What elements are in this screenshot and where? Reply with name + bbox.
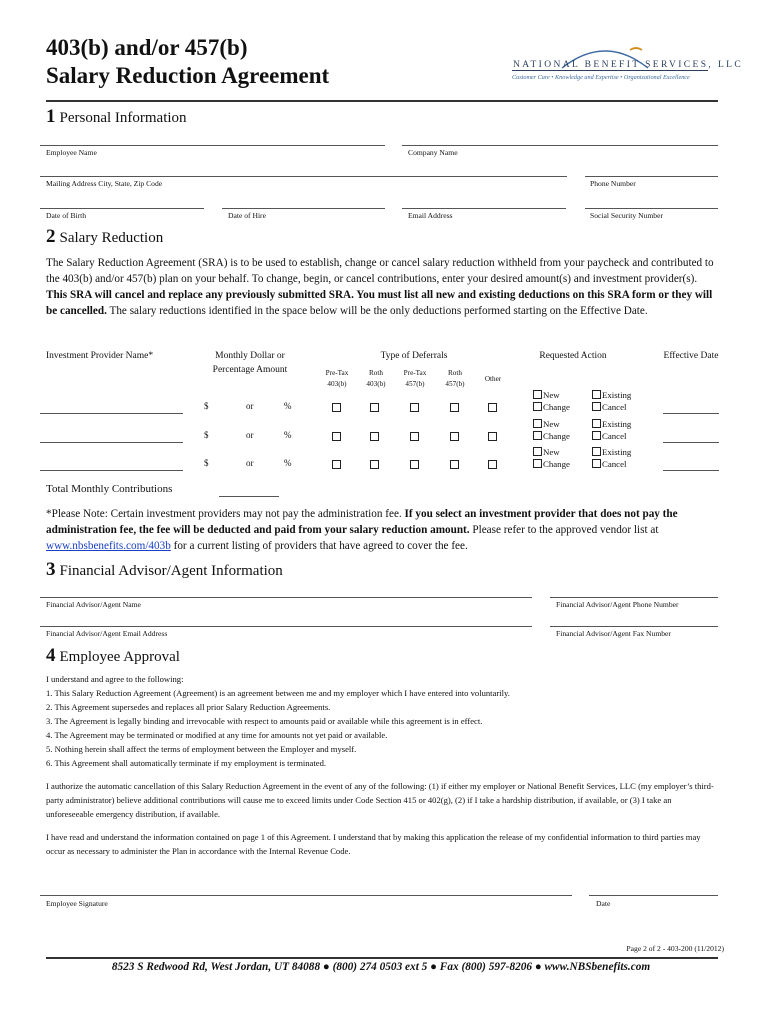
col-type-of-deferrals: Type of Deferrals bbox=[380, 351, 448, 361]
form-title-line2: Salary Reduction Agreement bbox=[46, 63, 330, 88]
action-existing-option[interactable]: Existing bbox=[592, 447, 631, 457]
phone-number-label: Phone Number bbox=[590, 179, 636, 188]
col-roth-457b: Roth 457(b) bbox=[445, 369, 465, 388]
action-change-option[interactable]: Change bbox=[533, 459, 570, 469]
note-mid-text: Please refer to the approved vendor list at bbox=[469, 524, 659, 536]
action-change-option[interactable]: Change bbox=[533, 402, 570, 412]
email-address-field[interactable] bbox=[402, 208, 566, 209]
deferral-type-checkbox[interactable] bbox=[488, 432, 497, 441]
intro-text: The Salary Reduction Agreement (SRA) is to be used to establish, change or cancel salary reduction withheld from your paycheck and contributed to the 403(b) and/or 457(b) plan on your behalf. To change, begin, or cancel contributions, enter your desired amount(s) and investment provider(s). bbox=[46, 257, 714, 285]
advisor-fax-label: Financial Advisor/Agent Fax Number bbox=[556, 629, 671, 638]
effective-date-field[interactable] bbox=[663, 413, 719, 414]
logo-tagline: Customer Care • Knowledge and Expertise • Organizational Excellence bbox=[512, 74, 690, 81]
col-investment-provider: Investment Provider Name* bbox=[46, 351, 154, 361]
provider-name-field[interactable] bbox=[40, 470, 183, 471]
ssn-field[interactable] bbox=[585, 208, 718, 209]
section3-heading bbox=[46, 559, 283, 581]
col-other: Other bbox=[484, 375, 502, 383]
section4-heading bbox=[46, 645, 180, 667]
action-cancel-option[interactable]: Cancel bbox=[592, 431, 626, 441]
deferral-type-checkbox[interactable] bbox=[332, 403, 341, 412]
section2-number: 2 bbox=[46, 226, 56, 247]
approval-item: 4. The Agreement may be terminated or modified at any time for amounts not yet paid or available. bbox=[46, 730, 388, 740]
section1-heading bbox=[46, 106, 187, 128]
col-pretax-457b: Pre-Tax 457(b) bbox=[403, 369, 427, 388]
action-existing-checkbox[interactable] bbox=[592, 447, 601, 456]
page-info: Page 2 of 2 - 403-200 (11/2012) bbox=[626, 944, 724, 953]
salary-reduction-intro bbox=[46, 255, 716, 319]
provider-name-field[interactable] bbox=[40, 442, 183, 443]
effective-date-field[interactable] bbox=[663, 442, 719, 443]
action-existing-checkbox[interactable] bbox=[592, 419, 601, 428]
authorization-paragraph: I authorize the automatic cancellation of this Salary Reduction Agreement in the event of any of the following: (1) if either my employer or National Benefit Services, LLC (my employer’s third-party administrator) believe additional contributions will cause me to exceed limits under Code Section 415 or 402(g), (2) if I take a hardship distribution, if available, or (3) I take an unforeseeable emergency distribution, if available. bbox=[46, 781, 714, 819]
section3-number: 3 bbox=[46, 559, 56, 580]
section4-title: Employee Approval bbox=[59, 649, 180, 665]
section1-number: 1 bbox=[46, 106, 56, 127]
date-of-birth-label: Date of Birth bbox=[46, 211, 87, 220]
percent-sign: % bbox=[284, 430, 292, 440]
company-name-field[interactable] bbox=[402, 145, 718, 146]
percent-sign: % bbox=[284, 458, 292, 468]
note-bold-text: If you select an investment provider that does not pay the administration fee, the fee will be deducted and paid from your salary reduction amount. bbox=[46, 508, 678, 536]
deferral-type-checkbox[interactable] bbox=[370, 432, 379, 441]
employee-name-field[interactable] bbox=[40, 145, 385, 146]
action-cancel-checkbox[interactable] bbox=[592, 402, 601, 411]
action-existing-option[interactable]: Existing bbox=[592, 419, 631, 429]
deferral-type-checkbox[interactable] bbox=[410, 432, 419, 441]
employee-signature-label: Employee Signature bbox=[46, 899, 108, 908]
deferral-type-checkbox[interactable] bbox=[488, 460, 497, 469]
section4-number: 4 bbox=[46, 645, 56, 666]
deferral-type-checkbox[interactable] bbox=[450, 460, 459, 469]
approval-item: 5. Nothing herein shall affect the terms of employment between the Employer and myself. bbox=[46, 744, 357, 754]
note-text: *Please Note: Certain investment providers may not pay the administration fee. bbox=[46, 508, 405, 520]
footer-rule bbox=[46, 957, 718, 959]
effective-date-field[interactable] bbox=[663, 470, 719, 471]
date-of-hire-label: Date of Hire bbox=[228, 211, 266, 220]
note-end-text: for a current listing of providers that have agreed to cover the fee. bbox=[170, 540, 468, 552]
col-roth-403b: Roth 403(b) bbox=[366, 369, 386, 388]
approval-terms bbox=[46, 672, 716, 770]
section2-heading bbox=[46, 226, 163, 248]
advisor-email-field[interactable] bbox=[40, 626, 532, 627]
action-change-checkbox[interactable] bbox=[533, 402, 542, 411]
deferral-type-checkbox[interactable] bbox=[370, 460, 379, 469]
action-new-option[interactable]: New bbox=[533, 419, 560, 429]
date-of-birth-field[interactable] bbox=[40, 208, 204, 209]
deferral-type-checkbox[interactable] bbox=[450, 403, 459, 412]
logo-divider bbox=[512, 70, 708, 71]
advisor-email-label: Financial Advisor/Agent Email Address bbox=[46, 629, 168, 638]
acknowledgement-paragraph: I have read and understand the information contained on page 1 of this Agreement. I understand that by making this application the release of my confidential information to third parties may occur as necessary to administer the Plan in accordance with the Internal Revenue Code. bbox=[46, 832, 701, 856]
footer-contact: 8523 S Redwood Rd, West Jordan, UT 84088 ● (800) 274 0503 ext 5 ● Fax (800) 597-8206 ● www.NBSbenefits.com bbox=[111, 961, 651, 973]
deferral-type-checkbox[interactable] bbox=[450, 432, 459, 441]
col-monthly-amount: Monthly Dollar or Percentage Amount bbox=[212, 351, 288, 375]
section1-title: Personal Information bbox=[59, 110, 187, 126]
action-new-checkbox[interactable] bbox=[533, 390, 542, 399]
or-text: or bbox=[246, 430, 254, 440]
action-new-option[interactable]: New bbox=[533, 447, 560, 457]
or-text: or bbox=[246, 401, 254, 411]
logo-company-name: NATIONAL BENEFIT SERVICES, LLC bbox=[513, 60, 744, 70]
section2-title: Salary Reduction bbox=[59, 230, 164, 246]
header-rule bbox=[46, 100, 718, 102]
approval-item: 1. This Salary Reduction Agreement (Agreement) is an agreement between me and my employer which I have entered into voluntarily. bbox=[46, 688, 510, 698]
action-existing-checkbox[interactable] bbox=[592, 390, 601, 399]
action-new-option[interactable]: New bbox=[533, 390, 560, 400]
total-monthly-label: Total Monthly Contributions bbox=[46, 483, 173, 495]
action-new-checkbox[interactable] bbox=[533, 447, 542, 456]
phone-number-field[interactable] bbox=[585, 176, 718, 177]
percent-sign: % bbox=[284, 401, 292, 411]
email-address-label: Email Address bbox=[408, 211, 453, 220]
deferral-type-checkbox[interactable] bbox=[410, 460, 419, 469]
advisor-fax-field[interactable] bbox=[550, 626, 718, 627]
approval-item: 2. This Agreement supersedes and replaces all prior Salary Reduction Agreements. bbox=[46, 702, 331, 712]
intro-end-text: The salary reductions identified in the space below will be the only deductions performed starting on the Effective Date. bbox=[106, 305, 648, 317]
or-text: or bbox=[246, 458, 254, 468]
advisor-name-label: Financial Advisor/Agent Name bbox=[46, 600, 141, 609]
employee-name-label: Employee Name bbox=[46, 148, 97, 157]
action-existing-option[interactable]: Existing bbox=[592, 390, 631, 400]
form-title-line1: 403(b) and/or 457(b) bbox=[46, 35, 248, 60]
employee-signature-field[interactable] bbox=[40, 895, 572, 896]
approval-lead: I understand and agree to the following: bbox=[46, 674, 184, 684]
col-requested-action: Requested Action bbox=[539, 351, 607, 361]
total-monthly-field[interactable] bbox=[219, 496, 279, 497]
approval-item: 3. The Agreement is legally binding and irrevocable with respect to amounts paid or available while this agreement is in effect. bbox=[46, 716, 483, 726]
deferral-type-checkbox[interactable] bbox=[410, 403, 419, 412]
ssn-label: Social Security Number bbox=[590, 211, 663, 220]
col-pretax-403b: Pre-Tax 403(b) bbox=[325, 369, 349, 388]
action-change-option[interactable]: Change bbox=[533, 431, 570, 441]
mailing-address-field[interactable] bbox=[40, 176, 567, 177]
mailing-address-label: Mailing Address City, State, Zip Code bbox=[46, 179, 163, 188]
advisor-phone-label: Financial Advisor/Agent Phone Number bbox=[556, 600, 679, 609]
provider-name-field[interactable] bbox=[40, 413, 183, 414]
dollar-sign: $ bbox=[204, 430, 209, 440]
col-effective-date: Effective Date bbox=[663, 351, 719, 361]
action-change-checkbox[interactable] bbox=[533, 431, 542, 440]
deferral-type-checkbox[interactable] bbox=[488, 403, 497, 412]
dollar-sign: $ bbox=[204, 401, 209, 411]
deferral-type-checkbox[interactable] bbox=[370, 403, 379, 412]
admin-fee-note bbox=[46, 506, 716, 554]
approval-item: 6. This Agreement shall automatically terminate if my employment is terminated. bbox=[46, 758, 327, 768]
signature-date-label: Date bbox=[596, 899, 611, 908]
action-cancel-option[interactable]: Cancel bbox=[592, 402, 626, 412]
action-cancel-checkbox[interactable] bbox=[592, 431, 601, 440]
date-of-hire-field[interactable] bbox=[222, 208, 385, 209]
deferral-type-checkbox[interactable] bbox=[332, 460, 341, 469]
dollar-sign: $ bbox=[204, 458, 209, 468]
deferral-type-checkbox[interactable] bbox=[332, 432, 341, 441]
intro-bold-text: This SRA will cancel and replace any previously submitted SRA. You must list all new and existing deductions on this SRA form or they will be cancelled. bbox=[46, 289, 713, 317]
advisor-phone-field[interactable] bbox=[550, 597, 718, 598]
signature-date-field[interactable] bbox=[589, 895, 718, 896]
action-change-checkbox[interactable] bbox=[533, 459, 542, 468]
action-new-checkbox[interactable] bbox=[533, 419, 542, 428]
action-cancel-option[interactable]: Cancel bbox=[592, 459, 626, 469]
advisor-name-field[interactable] bbox=[40, 597, 532, 598]
vendor-list-link[interactable]: www.nbsbenefits.com/403b bbox=[46, 540, 171, 552]
action-cancel-checkbox[interactable] bbox=[592, 459, 601, 468]
company-name-label: Company Name bbox=[408, 148, 458, 157]
section3-title: Financial Advisor/Agent Information bbox=[59, 563, 283, 579]
